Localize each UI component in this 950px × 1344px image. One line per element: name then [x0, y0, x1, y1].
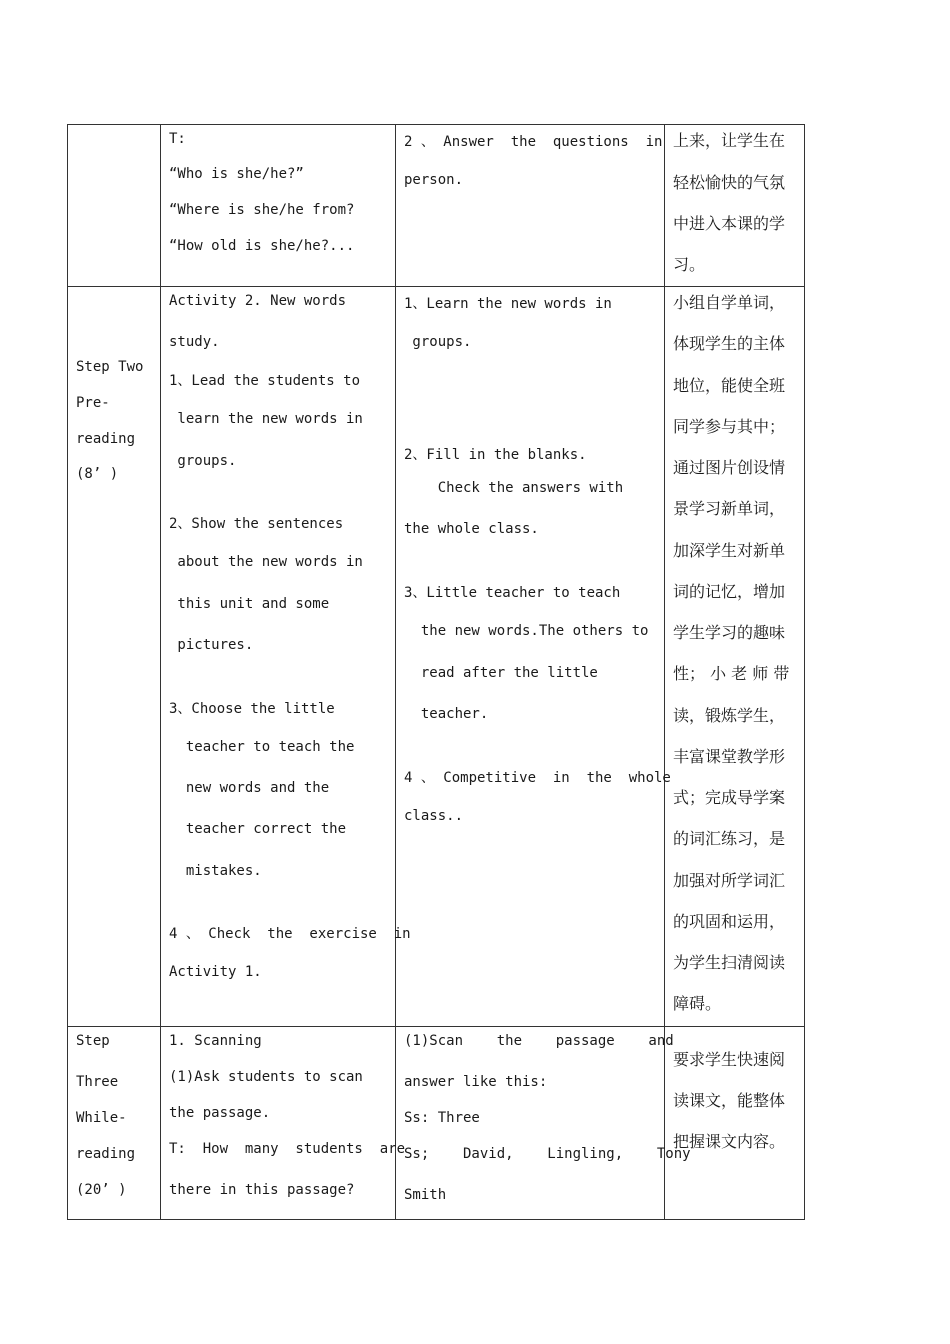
text-line: new words and the	[169, 780, 330, 796]
text-line: Pre-	[76, 395, 110, 411]
text-line: teacher.	[404, 706, 489, 722]
text-line: 把握课文内容。	[673, 1132, 786, 1151]
text-line: 丰富课堂教学形	[673, 747, 786, 766]
text-line: groups.	[169, 453, 237, 469]
text-line: (20’ )	[76, 1182, 127, 1198]
text-line: 习。	[673, 255, 706, 274]
text-line: groups.	[404, 334, 472, 350]
text-line: Three	[76, 1074, 119, 1090]
text-line: 体现学生的主体	[673, 334, 786, 353]
text-line: this unit and some	[169, 596, 330, 612]
text-line: 性； 小 老 师 带	[673, 664, 790, 683]
text-line: Smith	[404, 1187, 447, 1203]
text-line: (8’ )	[76, 466, 119, 482]
text-line: 同学参与其中；	[673, 417, 786, 436]
text-line: 中进入本课的学	[673, 214, 786, 233]
student-activity-cell	[396, 287, 671, 1027]
text-line: the whole class.	[404, 521, 539, 537]
text-line: 地位，能使全班	[673, 376, 786, 395]
text-line: 为学生扫清阅读	[673, 953, 786, 972]
text-line: Ss; David, Lingling, Tony	[404, 1146, 691, 1162]
text-line: 轻松愉快的气氛	[673, 173, 786, 192]
step-cell	[68, 1027, 161, 1220]
table-row	[68, 1027, 805, 1220]
student-activity-cell	[396, 1027, 691, 1220]
text-line: Activity 2. New words	[169, 293, 347, 309]
text-line: 通过图片创设情	[673, 458, 786, 477]
text-line: about the new words in	[169, 554, 363, 570]
text-line: 词的记忆，增加	[673, 582, 786, 601]
text-line: Ss: Three	[404, 1110, 480, 1126]
text-line: 小组自学单词，	[673, 293, 786, 312]
purpose-cell	[665, 287, 805, 1027]
text-line: pictures.	[169, 637, 254, 653]
text-line: 2、Fill in the blanks.	[404, 447, 587, 463]
text-line: T:	[169, 131, 186, 147]
text-line: learn the new words in	[169, 411, 363, 427]
text-line: Activity 1.	[169, 964, 262, 980]
text-line: 2 、 Answer the questions in	[404, 134, 663, 150]
text-line: answer like this:	[404, 1074, 548, 1090]
text-line: 4 、 Check the exercise in	[169, 926, 411, 942]
text-line: 4 、 Competitive in the whole	[404, 770, 671, 786]
text-line: class..	[404, 808, 464, 824]
step-cell	[68, 287, 161, 1027]
text-line: 要求学生快速阅	[673, 1050, 786, 1069]
teacher-activity-cell	[161, 287, 411, 1027]
step-cell	[68, 125, 161, 287]
text-line: Step Two	[76, 359, 144, 375]
text-line: “How old is she/he?...	[169, 238, 355, 254]
lesson-plan-table	[67, 124, 805, 1220]
text-line: the new words.The others to	[404, 623, 649, 639]
student-activity-cell	[396, 125, 665, 287]
text-line: teacher to teach the	[169, 739, 355, 755]
text-line: 1. Scanning	[169, 1033, 262, 1049]
text-line: reading	[76, 1146, 136, 1162]
text-line: 加强对所学词汇	[673, 871, 786, 890]
table-row	[68, 287, 805, 1027]
text-line: teacher correct the	[169, 821, 347, 837]
text-line: Step	[76, 1033, 110, 1049]
text-line: the passage.	[169, 1105, 271, 1121]
teacher-activity-cell	[161, 1027, 406, 1220]
text-line: “Who is she/he?”	[169, 166, 304, 182]
text-line: 2、Show the sentences	[169, 516, 344, 532]
table-row	[68, 125, 805, 287]
purpose-cell	[665, 1027, 805, 1220]
text-line: 加深学生对新单	[673, 541, 786, 560]
text-line: reading	[76, 431, 136, 447]
text-line: 的巩固和运用，	[673, 912, 786, 931]
teacher-activity-cell	[161, 125, 396, 287]
text-line: T: How many students are	[169, 1141, 406, 1157]
text-line: While-	[76, 1110, 127, 1126]
text-line: 学生学习的趣味	[673, 623, 786, 642]
text-line: (1)Scan the passage and	[404, 1033, 674, 1049]
text-line: 3、Choose the little	[169, 701, 335, 717]
text-line: 1、Learn the new words in	[404, 296, 612, 312]
text-line: (1)Ask students to scan	[169, 1069, 363, 1085]
text-line: 上来，让学生在	[673, 131, 786, 150]
text-line: 的词汇练习，是	[673, 829, 786, 848]
text-line: read after the little	[404, 665, 598, 681]
text-line: 1、Lead the students to	[169, 373, 361, 389]
text-line: 3、Little teacher to teach	[404, 585, 621, 601]
text-line: 读，锻炼学生，	[673, 706, 786, 725]
text-line: 障碍。	[673, 994, 722, 1013]
text-line: study.	[169, 334, 220, 350]
text-line: 读课文，能整体	[673, 1091, 786, 1110]
text-line: 式；完成导学案	[673, 788, 786, 807]
text-line: 景学习新单词，	[673, 499, 786, 518]
text-line: “Where is she/he from?	[169, 202, 355, 218]
text-line: mistakes.	[169, 863, 262, 879]
purpose-cell	[665, 125, 805, 287]
text-line: Check the answers with	[404, 480, 624, 496]
text-line: person.	[404, 172, 464, 188]
text-line: there in this passage?	[169, 1182, 355, 1198]
